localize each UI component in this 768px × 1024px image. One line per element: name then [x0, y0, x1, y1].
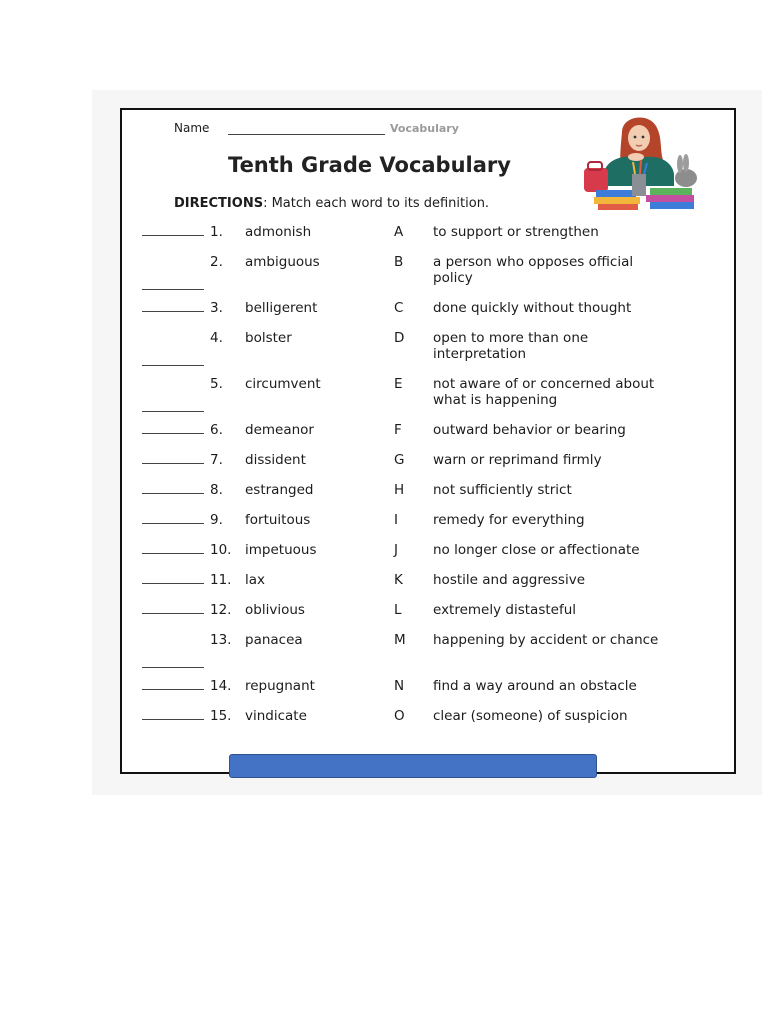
vocab-word: ambiguous — [245, 254, 320, 270]
vocabulary-tag: Vocabulary — [390, 122, 459, 135]
definition-letter: D — [394, 330, 405, 346]
answer-blank[interactable] — [142, 689, 204, 690]
directions-text: : Match each word to its definition. — [263, 196, 490, 211]
vocab-word: lax — [245, 572, 266, 588]
definition-letter: H — [394, 482, 405, 498]
item-number: 7. — [210, 452, 223, 468]
definition-text: to support or strengthen — [433, 224, 599, 240]
answer-blank[interactable] — [142, 433, 204, 434]
definition-letter: F — [394, 422, 402, 438]
answer-blank[interactable] — [142, 719, 204, 720]
vocab-word: oblivious — [245, 602, 305, 618]
definition-text: warn or reprimand firmly — [433, 452, 602, 468]
definition-text: not aware of or concerned about what is happening — [433, 376, 655, 408]
girl-with-books-illustration — [574, 114, 704, 212]
definition-letter: I — [394, 512, 398, 528]
worksheet — [120, 108, 736, 774]
definition-text: not sufficiently strict — [433, 482, 572, 498]
answer-blank[interactable] — [142, 365, 204, 366]
vocab-word: fortuitous — [245, 512, 311, 528]
answer-blank[interactable] — [142, 235, 204, 236]
definition-letter: E — [394, 376, 403, 392]
definition-text: hostile and aggressive — [433, 572, 586, 588]
item-number: 10. — [210, 542, 232, 558]
answer-blank[interactable] — [142, 523, 204, 524]
item-number: 14. — [210, 678, 232, 694]
answer-blank[interactable] — [142, 613, 204, 614]
vocab-word: admonish — [245, 224, 312, 240]
definition-text: done quickly without thought — [433, 300, 632, 316]
answer-blank[interactable] — [142, 311, 204, 312]
answer-blank[interactable] — [142, 411, 204, 412]
definition-text: no longer close or affectionate — [433, 542, 640, 558]
answer-blank[interactable] — [142, 553, 204, 554]
definition-text: clear (someone) of suspicion — [433, 708, 628, 724]
name-label: Name — [174, 121, 210, 135]
directions — [174, 196, 489, 211]
definition-letter: M — [394, 632, 406, 648]
item-number: 11. — [210, 572, 232, 588]
definition-text: a person who opposes official policy — [433, 254, 634, 286]
item-number: 3. — [210, 300, 223, 316]
definition-letter: J — [394, 542, 398, 558]
definition-text: find a way around an obstacle — [433, 678, 637, 694]
directions-label: DIRECTIONS — [174, 196, 264, 211]
item-number: 2. — [210, 254, 223, 270]
definition-text: extremely distasteful — [433, 602, 577, 618]
item-number: 4. — [210, 330, 223, 346]
item-number: 9. — [210, 512, 223, 528]
definition-letter: L — [394, 602, 402, 618]
item-number: 15. — [210, 708, 232, 724]
page-title: Tenth Grade Vocabulary — [228, 153, 511, 177]
answer-blank[interactable] — [142, 583, 204, 584]
definition-text: outward behavior or bearing — [433, 422, 626, 438]
vocab-word: impetuous — [245, 542, 317, 558]
vocab-word: demeanor — [245, 422, 314, 438]
name-line — [228, 134, 385, 135]
vocab-word: circumvent — [245, 376, 321, 392]
footer-bar — [229, 754, 597, 778]
definition-letter: A — [394, 224, 404, 240]
vocab-word: vindicate — [245, 708, 307, 724]
definition-text: happening by accident or chance — [433, 632, 659, 648]
vocab-word: belligerent — [245, 300, 318, 316]
vocab-word: panacea — [245, 632, 303, 648]
vocab-word: repugnant — [245, 678, 315, 694]
answer-blank[interactable] — [142, 289, 204, 290]
item-number: 8. — [210, 482, 223, 498]
definition-letter: C — [394, 300, 404, 316]
item-number: 13. — [210, 632, 232, 648]
definition-text: open to more than one interpretation — [433, 330, 589, 362]
definition-text: remedy for everything — [433, 512, 585, 528]
item-number: 6. — [210, 422, 223, 438]
definition-letter: K — [394, 572, 403, 588]
item-number: 12. — [210, 602, 232, 618]
answer-blank[interactable] — [142, 493, 204, 494]
definition-letter: B — [394, 254, 404, 270]
item-number: 1. — [210, 224, 223, 240]
item-number: 5. — [210, 376, 223, 392]
answer-blank[interactable] — [142, 463, 204, 464]
vocab-word: bolster — [245, 330, 292, 346]
vocab-word: dissident — [245, 452, 306, 468]
definition-letter: G — [394, 452, 405, 468]
definition-letter: O — [394, 708, 405, 724]
answer-blank[interactable] — [142, 667, 204, 668]
vocab-word: estranged — [245, 482, 314, 498]
definition-letter: N — [394, 678, 405, 694]
